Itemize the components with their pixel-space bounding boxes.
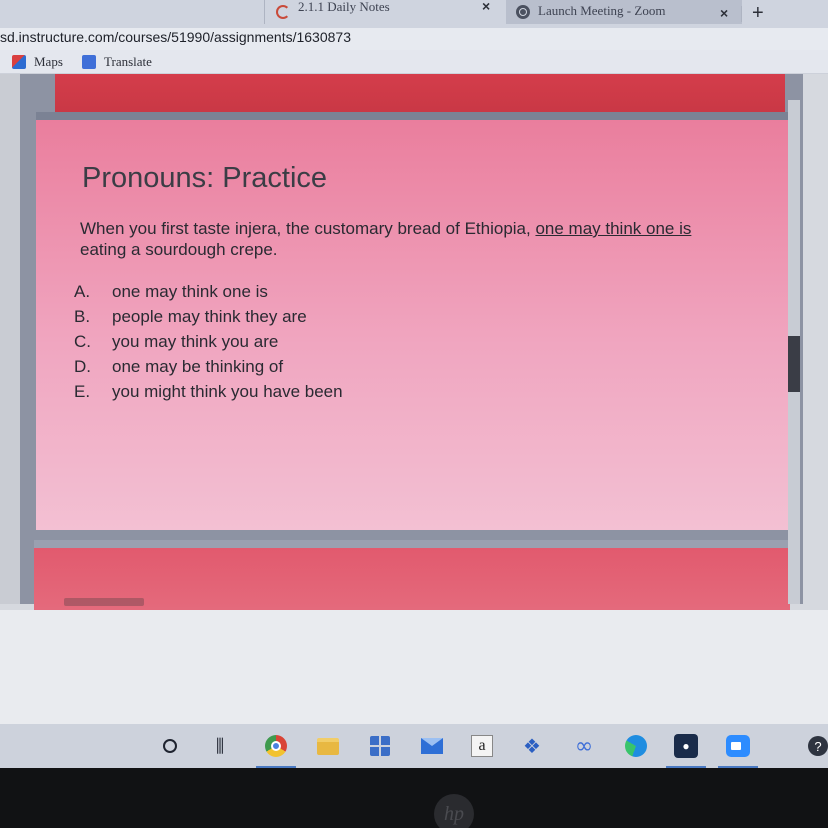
edge-icon xyxy=(625,735,647,757)
store-button[interactable] xyxy=(368,734,392,758)
mail-button[interactable] xyxy=(420,734,444,758)
slide-title: Pronouns: Practice xyxy=(82,162,328,194)
steam-icon: ● xyxy=(674,734,698,758)
previous-slide xyxy=(55,74,785,112)
option-text: people may think they are xyxy=(112,307,307,326)
dropbox-icon: ❖ xyxy=(523,734,541,758)
tab-title: Launch Meeting - Zoom xyxy=(538,3,666,18)
slide-pronouns-practice xyxy=(36,120,788,530)
option-letter: A. xyxy=(74,282,91,301)
answer-options xyxy=(74,282,343,407)
option-letter: C. xyxy=(74,332,91,351)
search-button[interactable] xyxy=(158,734,182,758)
maps-icon xyxy=(12,55,26,69)
page-footer-area xyxy=(0,610,828,724)
chrome-button[interactable] xyxy=(264,734,288,758)
tab-separator xyxy=(264,0,265,24)
option-text: you might think you have been xyxy=(112,382,343,401)
option-letter: B. xyxy=(74,307,91,326)
tab-zoom[interactable] xyxy=(506,0,742,24)
hp-logo: hp xyxy=(434,794,474,828)
globe-icon xyxy=(516,5,530,19)
amazon-button[interactable] xyxy=(470,734,494,758)
taskbar xyxy=(0,724,828,768)
mail-icon xyxy=(421,738,443,754)
option-c xyxy=(74,332,343,357)
page-margin xyxy=(0,74,20,604)
bookmark-label: Translate xyxy=(104,54,152,69)
zoom-button[interactable] xyxy=(726,734,750,758)
question-part: eating a sourdough crepe. xyxy=(80,240,278,259)
option-d xyxy=(74,357,343,382)
chrome-icon xyxy=(265,735,287,757)
option-text: you may think you are xyxy=(112,332,279,351)
search-icon xyxy=(163,739,177,753)
tab-daily-notes[interactable] xyxy=(276,0,496,24)
help-icon: ? xyxy=(808,736,828,756)
option-a xyxy=(74,282,343,307)
question-text xyxy=(80,218,760,260)
option-e xyxy=(74,382,343,407)
file-explorer-icon xyxy=(317,738,339,755)
next-slide xyxy=(34,540,790,610)
task-view-button[interactable] xyxy=(208,734,232,758)
store-icon xyxy=(370,736,390,756)
url-text[interactable]: sd.instructure.com/courses/51990/assignments/1630873 xyxy=(0,29,351,45)
bookmark-translate[interactable] xyxy=(82,54,152,70)
help-button[interactable] xyxy=(806,734,828,758)
address-bar[interactable] xyxy=(0,28,828,50)
loop-button[interactable] xyxy=(572,734,596,758)
bookmark-label: Maps xyxy=(34,54,63,69)
translate-icon xyxy=(82,55,96,69)
new-tab-button[interactable]: + xyxy=(752,2,764,24)
option-b xyxy=(74,307,343,332)
dropbox-button[interactable] xyxy=(520,734,544,758)
task-view-icon: ⫼ xyxy=(215,735,225,757)
loop-icon: ∞ xyxy=(574,733,594,759)
question-underlined: one may think one is xyxy=(535,219,692,238)
zoom-icon xyxy=(726,735,750,757)
amazon-icon: a xyxy=(471,735,493,757)
close-tab-icon[interactable]: × xyxy=(720,5,729,21)
file-explorer-button[interactable] xyxy=(316,734,340,758)
tab-separator xyxy=(741,6,742,22)
edge-button[interactable] xyxy=(624,734,648,758)
scrollbar-thumb[interactable] xyxy=(788,336,800,392)
steam-button[interactable] xyxy=(674,734,698,758)
tab-title: 2.1.1 Daily Notes xyxy=(298,0,390,14)
option-letter: D. xyxy=(74,357,91,376)
laptop-bezel xyxy=(0,768,828,828)
tab-bar xyxy=(0,0,828,28)
bookmarks-bar xyxy=(0,50,828,74)
close-tab-icon[interactable]: × xyxy=(482,0,491,14)
next-slide-title-fragment xyxy=(64,598,144,606)
loading-spinner-icon xyxy=(276,5,290,19)
option-text: one may be thinking of xyxy=(112,357,284,376)
option-text: one may think one is xyxy=(112,282,268,301)
option-letter: E. xyxy=(74,382,91,401)
bookmark-maps[interactable] xyxy=(12,54,63,70)
question-part: When you first taste injera, the customary bread of Ethiopia, xyxy=(80,219,536,238)
